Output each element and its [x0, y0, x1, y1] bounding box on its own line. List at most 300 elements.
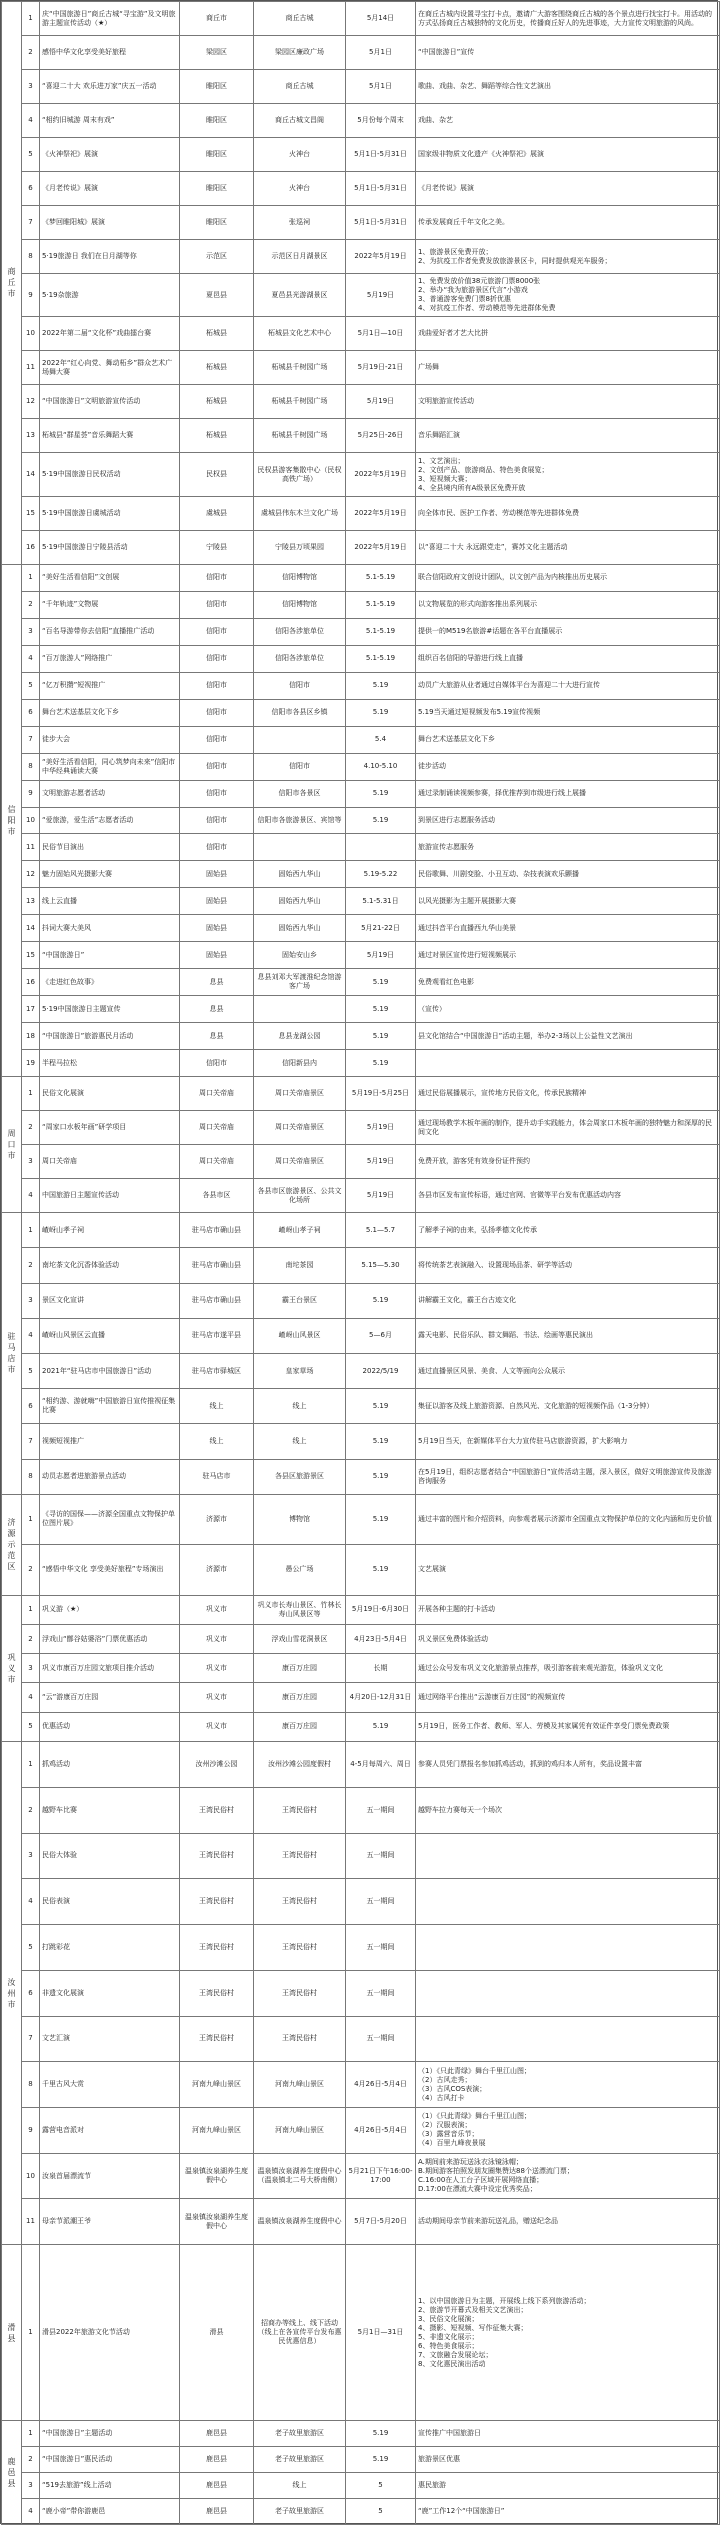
venue: 老子故里旅游区: [254, 2421, 346, 2447]
table-row: [2, 1248, 720, 1283]
city-cell: [2, 2421, 22, 2525]
activity-content: 露天电影、民俗乐队、群文舞蹈、书法、绘画等惠民演出: [416, 1318, 720, 1353]
row-number: 4: [22, 1683, 40, 1712]
table-row: [2, 591, 720, 618]
time: 5.19: [346, 1459, 416, 1494]
activity-name: “爱旅游，爱生活”志愿者活动: [40, 807, 180, 834]
activity-name: 5·19中国旅游日民权活动: [40, 453, 180, 496]
row-number: 1: [22, 1742, 40, 1788]
time: 5月14日: [346, 2, 416, 36]
host-unit: 柘城县: [180, 385, 254, 419]
host-unit: 睢阳区: [180, 172, 254, 206]
activity-content: 在商丘古城内设置寻宝打卡点，邀请广大游客围绕商丘古城的各个景点进行找宝打卡。用活动的方式弘扬商丘古城独特的文化历史，传播商丘好人的先进事迹，大力宣传文明旅游的风尚。: [416, 2, 720, 36]
venue: 老子故里旅游区: [254, 2498, 346, 2525]
host-unit: 睢阳区: [180, 70, 254, 104]
activity-content: 通过直播景区风景、美食、人文等面向公众展示: [416, 1353, 720, 1388]
host-unit: 汝州沙滩公园: [180, 1742, 254, 1788]
activity-name: 5·19旅游日 我们在日月湖等你: [40, 240, 180, 274]
table-row: [2, 1179, 720, 1213]
activity-name: 2022年“红心向党、舞动柘乡”群众艺术广场舞大赛: [40, 351, 180, 385]
row-number: 3: [22, 1145, 40, 1179]
city-name: 商丘市: [7, 267, 16, 299]
row-number: 1: [22, 2245, 40, 2421]
row-number: 5: [22, 1925, 40, 1971]
activity-name: 2021年“驻马店市中国旅游日”活动: [40, 1353, 180, 1388]
activity-name: “中国旅游日”主题活动: [40, 2421, 180, 2447]
venue: 信阳各涉旅单位: [254, 618, 346, 645]
host-unit: 信阳市: [180, 645, 254, 672]
table-row: [2, 1879, 720, 1925]
host-unit: 示范区: [180, 240, 254, 274]
time: 5.19: [346, 699, 416, 726]
row-number: 9: [22, 780, 40, 807]
host-unit: 信阳市: [180, 591, 254, 618]
activity-name: 景区文化宣讲: [40, 1283, 180, 1318]
table-row: [2, 104, 720, 138]
activity-name: 民俗表演: [40, 1879, 180, 1925]
time: 5.19: [346, 2421, 416, 2447]
activity-name: 露营电音派对: [40, 2107, 180, 2153]
activity-content: 旅游景区优惠: [416, 2446, 720, 2472]
activity-name: 《梦回睢阳城》展演: [40, 206, 180, 240]
activity-name: 民俗节目演出: [40, 834, 180, 861]
time: 5月1日—10日: [346, 317, 416, 351]
time: 5.19: [346, 1389, 416, 1424]
venue: 周口关帝庙景区: [254, 1111, 346, 1145]
table-row: [2, 996, 720, 1023]
activity-name: 南坨茶文化沉香体验活动: [40, 1248, 180, 1283]
activity-content: （1）《只此青绿》舞台千里江山图； （2）汉服表演； （3）露营音乐节； （4）百里九峰夜景展: [416, 2107, 720, 2153]
activity-content: 活动期间母亲节前来游玩送礼品，赠送纪念品: [416, 2199, 720, 2245]
row-number: 4: [22, 1179, 40, 1213]
time: 5.1-5.19: [346, 645, 416, 672]
row-number: 4: [22, 1879, 40, 1925]
venue: 商丘古城: [254, 2, 346, 36]
row-number: 7: [22, 1424, 40, 1459]
venue: 王湾民俗村: [254, 1925, 346, 1971]
row-number: 4: [22, 104, 40, 138]
table-row: [2, 496, 720, 530]
row-number: 6: [22, 1970, 40, 2016]
table-row: [2, 317, 720, 351]
time: 2022年5月19日: [346, 530, 416, 564]
activity-content: 国家级非物质文化遗产《火神祭祀》展演: [416, 138, 720, 172]
time: 5.1-5.31日: [346, 888, 416, 915]
venue: 柘城县文化艺术中心: [254, 317, 346, 351]
city-name: 济源示范区: [7, 1518, 16, 1572]
table-row: [2, 70, 720, 104]
activity-content: 集征以游客及线上旅游资源、自然风光、文化旅游的短视频作品（1-3分钟）: [416, 1389, 720, 1424]
time: 5月1日-5月31日: [346, 172, 416, 206]
row-number: 8: [22, 1459, 40, 1494]
host-unit: 梁园区: [180, 36, 254, 70]
row-number: 10: [22, 317, 40, 351]
time: 5月19日: [346, 385, 416, 419]
row-number: 15: [22, 496, 40, 530]
host-unit: 线上: [180, 1389, 254, 1424]
time: 2022/5/19: [346, 1353, 416, 1388]
activity-content: 通过抖音平台直播西九华山美景: [416, 915, 720, 942]
host-unit: 信阳市: [180, 780, 254, 807]
time: 2022年5月19日: [346, 453, 416, 496]
row-number: 2: [22, 1787, 40, 1833]
time: 五一期间: [346, 1925, 416, 1971]
row-number: 3: [22, 70, 40, 104]
host-unit: 周口关帝庙: [180, 1077, 254, 1111]
activity-name: 5·19中国旅游日宁陵县活动: [40, 530, 180, 564]
row-number: 1: [22, 1494, 40, 1544]
row-number: 11: [22, 351, 40, 385]
time: 5月19日: [346, 1179, 416, 1213]
time: 4-5月每周六、周日: [346, 1742, 416, 1788]
activity-name: 越野车比赛: [40, 1787, 180, 1833]
row-number: 17: [22, 996, 40, 1023]
activity-content: 提供一的M519名旅游#话题在各平台直播展示: [416, 618, 720, 645]
venue: 河南九峰山景区: [254, 2062, 346, 2108]
table-row: [2, 2498, 720, 2525]
venue: 王湾民俗村: [254, 2016, 346, 2062]
time: 5.19: [346, 1545, 416, 1595]
time: 五一期间: [346, 1787, 416, 1833]
activity-name: “亿万积攒”短视推广: [40, 672, 180, 699]
table-row: [2, 1595, 720, 1624]
venue: 康百万庄园: [254, 1712, 346, 1741]
row-number: 7: [22, 2016, 40, 2062]
time: 5.19: [346, 1494, 416, 1544]
venue: 固始安山乡: [254, 942, 346, 969]
activity-name: “相约游、游就嗨”中国旅游日宣传推视征集比赛: [40, 1389, 180, 1424]
venue: 信阳市各旅游景区、宾馆等: [254, 807, 346, 834]
venue: 线上: [254, 2472, 346, 2498]
activity-content: 通过公众号发布巩义文化旅游景点推荐，吸引游客前来观光游览，体验巩义文化: [416, 1654, 720, 1683]
row-number: 11: [22, 834, 40, 861]
time: 4.10-5.10: [346, 753, 416, 780]
table-row: [2, 726, 720, 753]
table-row: [2, 2153, 720, 2199]
venue: 周口关帝庙景区: [254, 1077, 346, 1111]
table-row: [2, 1925, 720, 1971]
venue: 愚公广场: [254, 1545, 346, 1595]
table-row: [2, 530, 720, 564]
row-number: 2: [22, 1248, 40, 1283]
table-row: [2, 1654, 720, 1683]
host-unit: 巩义市: [180, 1683, 254, 1712]
city-cell: [2, 2245, 22, 2421]
host-unit: 王湾民俗村: [180, 2016, 254, 2062]
activity-name: 中国旅游日主题宣传活动: [40, 1179, 180, 1213]
row-number: 12: [22, 385, 40, 419]
activity-content: 免费开放，游客凭有效身份证件预约: [416, 1145, 720, 1179]
table-row: [2, 274, 720, 317]
activity-name: 滑县2022年旅游文化节活动: [40, 2245, 180, 2421]
venue: 康百万庄园: [254, 1654, 346, 1683]
table-row: [2, 699, 720, 726]
activity-content: 县文化馆结合“中国旅游日”活动主题，举办2-3场以上公益性文艺演出: [416, 1023, 720, 1050]
time: 2022年5月19日: [346, 496, 416, 530]
time: 2022年5月19日: [346, 240, 416, 274]
venue: 息县刘邓大军渡淮纪念馆游客广场: [254, 969, 346, 996]
table-row: [2, 2199, 720, 2245]
row-number: 5: [22, 672, 40, 699]
venue: 张巡祠: [254, 206, 346, 240]
activity-name: 5·19中国旅游日主题宣传: [40, 996, 180, 1023]
venue: 河南九峰山景区: [254, 2107, 346, 2153]
activity-content: 1、文艺演出； 2、文创产品、旅游商品、特色美食展览； 3、短视频大赛； 4、全县境内所有A级景区免费开放: [416, 453, 720, 496]
venue: 巩义市长寿山景区、竹林长寿山风景区等: [254, 1595, 346, 1624]
activity-content: 以风光摄影为主题开展摄影大赛: [416, 888, 720, 915]
city-name: 滑县: [7, 2322, 16, 2343]
activity-name: “中国旅游日”惠民活动: [40, 2446, 180, 2472]
venue: 固始西九华山: [254, 888, 346, 915]
activity-name: 周口关帝庙: [40, 1145, 180, 1179]
time: 5.19: [346, 807, 416, 834]
host-unit: 王湾民俗村: [180, 1833, 254, 1879]
time: 5.1—5.7: [346, 1213, 416, 1248]
activity-content: 以“喜迎二十大 永远跟党走”，赛苏文化主题活动: [416, 530, 720, 564]
time: 5.19: [346, 2446, 416, 2472]
time: 5月份每个周末: [346, 104, 416, 138]
activity-table-body: [2, 2, 720, 2525]
venue: 线上: [254, 1424, 346, 1459]
time: 5月19日: [346, 274, 416, 317]
venue: 民权县游客集散中心（民权高铁广场）: [254, 453, 346, 496]
row-number: 1: [22, 2421, 40, 2447]
activity-name: 5·19杂旅游: [40, 274, 180, 317]
host-unit: 息县: [180, 969, 254, 996]
venue: 王湾民俗村: [254, 1879, 346, 1925]
city-cell: [2, 1213, 22, 1495]
venue: 虞城县伟东木兰文化广场: [254, 496, 346, 530]
activity-content: 1、以中国旅游日为主题，开展线上线下系列旅游活动； 2、旅游节开幕式及相关文艺演出； 3、民俗文化展演； 4、摄影、短视频、写作征集大赛； 5、非遗文化展示； 6、特色美食展示； 7、文旅融合发展论坛； 8、文化惠民演出活动: [416, 2245, 720, 2421]
host-unit: 驻马店市: [180, 1459, 254, 1494]
time: 5.19: [346, 969, 416, 996]
row-number: 5: [22, 1353, 40, 1388]
host-unit: 柘城县: [180, 419, 254, 453]
row-number: 2: [22, 1545, 40, 1595]
table-row: [2, 1283, 720, 1318]
activity-content: 通过网络平台推出“云游康百万庄园”的视频宣传: [416, 1683, 720, 1712]
activity-name: 打跳彩花: [40, 1925, 180, 1971]
table-row: [2, 1712, 720, 1741]
table-row: [2, 780, 720, 807]
row-number: 8: [22, 2062, 40, 2108]
table-row: [2, 172, 720, 206]
venue: 信阳市各景区: [254, 780, 346, 807]
city-cell: [2, 1494, 22, 1595]
venue: 宁陵县万顷果园: [254, 530, 346, 564]
time: 5.19: [346, 1424, 416, 1459]
activity-name: “519去旅游”线上活动: [40, 2472, 180, 2498]
table-row: [2, 2446, 720, 2472]
city-name: 巩义市: [7, 1652, 16, 1684]
activity-name: 线上云直播: [40, 888, 180, 915]
host-unit: 鹿邑县: [180, 2421, 254, 2447]
host-unit: 信阳市: [180, 807, 254, 834]
activity-name: “感悟中华文化 享受美好旅程”专场演出: [40, 1545, 180, 1595]
venue: 信阳博物馆: [254, 591, 346, 618]
host-unit: 河南九峰山景区: [180, 2062, 254, 2108]
host-unit: 驻马店市确山县: [180, 1213, 254, 1248]
activity-name: 汝泉首届漂流节: [40, 2153, 180, 2199]
activity-name: 浮戏山“鄫谷姑婆浴”门票优惠活动: [40, 1624, 180, 1653]
activity-name: 巩义市康百万庄园文旅项目推介活动: [40, 1654, 180, 1683]
activity-name: 魅力固始风光摄影大赛: [40, 861, 180, 888]
activity-name: “中国旅游日”: [40, 942, 180, 969]
activity-content: 5月19日，医务工作者、教师、军人、劳模及其家属凭有效证件享受门票免费政策: [416, 1712, 720, 1741]
row-number: 3: [22, 618, 40, 645]
row-number: 1: [22, 1595, 40, 1624]
time: 5月7日-5月20日: [346, 2199, 416, 2245]
activity-content: [416, 2016, 720, 2062]
time: 4月26日-5月4日: [346, 2107, 416, 2153]
table-row: [2, 36, 720, 70]
activity-name: 庆“中国旅游日”商丘古城“寻宝游”及文明旅游主题宣传活动（★）: [40, 2, 180, 36]
table-row: [2, 385, 720, 419]
venue: 南坨茶园: [254, 1248, 346, 1283]
time: 5.1-5.19: [346, 564, 416, 591]
host-unit: 固始县: [180, 861, 254, 888]
time: 5月19日: [346, 1111, 416, 1145]
table-row: [2, 1424, 720, 1459]
host-unit: 济源市: [180, 1494, 254, 1544]
table-row: [2, 1787, 720, 1833]
row-number: 7: [22, 206, 40, 240]
row-number: 2: [22, 1111, 40, 1145]
row-number: 13: [22, 419, 40, 453]
activity-content: 1、免费发放价值38元旅游门票8000张 2、举办“我为旅游景区代言”小游戏 3、普通游客免费门票8折优惠 4、对抗疫工作者、劳动模范等先进群体免费: [416, 274, 720, 317]
table-row: [2, 753, 720, 780]
table-row: [2, 1833, 720, 1879]
time: 5.19: [346, 1712, 416, 1741]
venue: 火神台: [254, 138, 346, 172]
row-number: 5: [22, 138, 40, 172]
table-row: [2, 1145, 720, 1179]
venue: 博物馆: [254, 1494, 346, 1544]
activity-content: 戏曲爱好者才艺大比拼: [416, 317, 720, 351]
activity-content: 广场舞: [416, 351, 720, 385]
venue: 信阳博物馆: [254, 564, 346, 591]
table-row: [2, 1683, 720, 1712]
table-row: [2, 861, 720, 888]
activity-name: 《走进红色故事》: [40, 969, 180, 996]
host-unit: 商丘市: [180, 2, 254, 36]
activity-name: “千年轨迹”文物展: [40, 591, 180, 618]
row-number: 1: [22, 1077, 40, 1111]
table-row: [2, 453, 720, 496]
table-row: [2, 1624, 720, 1653]
host-unit: 息县: [180, 1023, 254, 1050]
activity-content: 讲解霸王文化，霸王台古迹文化: [416, 1283, 720, 1318]
venue: 信阳各涉旅单位: [254, 645, 346, 672]
host-unit: 睢阳区: [180, 138, 254, 172]
activity-content: 徒步活动: [416, 753, 720, 780]
venue: 信阳市各县区乡镇: [254, 699, 346, 726]
time: 5—6月: [346, 1318, 416, 1353]
host-unit: 济源市: [180, 1545, 254, 1595]
table-row: [2, 1970, 720, 2016]
activity-name: 5·19中国旅游日虞城活动: [40, 496, 180, 530]
time: 5月1日—31日: [346, 2245, 416, 2421]
activity-name: “百名导游带你去信阳”直播推广活动: [40, 618, 180, 645]
table-row: [2, 942, 720, 969]
activity-content: 传承发展商丘千年文化之美。: [416, 206, 720, 240]
activity-name: “周家口水板年画”研学项目: [40, 1111, 180, 1145]
venue: [254, 834, 346, 861]
host-unit: 线上: [180, 1424, 254, 1459]
city-name: 驻马店市: [7, 1332, 16, 1375]
host-unit: 固始县: [180, 942, 254, 969]
venue: [254, 996, 346, 1023]
table-row: [2, 1050, 720, 1077]
row-number: 8: [22, 240, 40, 274]
activity-name: “中国旅游日”旅游惠民月活动: [40, 1023, 180, 1050]
host-unit: 固始县: [180, 915, 254, 942]
city-cell: [2, 2, 22, 565]
time: 5: [346, 2498, 416, 2525]
table-row: [2, 1077, 720, 1111]
table-row: [2, 1742, 720, 1788]
city-cell: [2, 1742, 22, 2245]
host-unit: 信阳市: [180, 672, 254, 699]
activity-content: 5月19日当天，在新媒体平台大力宣传驻马店旅游资源，扩大影响力: [416, 1424, 720, 1459]
activity-content: 民俗歌舞、川剧变脸、小丑互动、杂技表演欢乐颤播: [416, 861, 720, 888]
activity-content: 联合信阳政府文创设计团队，以文创产品为内核推出历史展示: [416, 564, 720, 591]
host-unit: 周口关帝庙: [180, 1111, 254, 1145]
venue: 柘城县千树园广场: [254, 419, 346, 453]
activity-name: “云”游康百万庄园: [40, 1683, 180, 1712]
row-number: 2: [22, 591, 40, 618]
activity-name: 《寻访的国保——济源全国重点文物保护单位图片展》: [40, 1494, 180, 1544]
venue: 嵖岈山风景区: [254, 1318, 346, 1353]
city-cell: [2, 1595, 22, 1742]
time: 5.15—5.30: [346, 1248, 416, 1283]
row-number: 1: [22, 564, 40, 591]
host-unit: 驻马店市确山县: [180, 1248, 254, 1283]
activity-name: 2022年第二届“文化杯”戏曲擂台赛: [40, 317, 180, 351]
host-unit: 各县市区: [180, 1179, 254, 1213]
row-number: 5: [22, 1712, 40, 1741]
table-row: [2, 419, 720, 453]
venue: 招商办等线上、线下活动（线上在各宣传平台发布惠民优惠信息）: [254, 2245, 346, 2421]
activity-content: 向全体市民、医护工作者、劳动模范等先进群体免费: [416, 496, 720, 530]
venue: 汝州沙滩公园度假村: [254, 1742, 346, 1788]
activity-content: 巩义景区免费体验活动: [416, 1624, 720, 1653]
table-row: [2, 1111, 720, 1145]
time: 5.4: [346, 726, 416, 753]
table-row: [2, 915, 720, 942]
table-row: [2, 2062, 720, 2108]
activity-name: 母亲节派潮王爷: [40, 2199, 180, 2245]
activity-name: 文明旅游志愿者活动: [40, 780, 180, 807]
time: 5.19: [346, 672, 416, 699]
activity-content: 开展各种主题的打卡活动: [416, 1595, 720, 1624]
row-number: 15: [22, 942, 40, 969]
city-cell: [2, 564, 22, 1076]
venue: [254, 726, 346, 753]
activity-name: 民俗文化展演: [40, 1077, 180, 1111]
host-unit: 驻马店市驿城区: [180, 1353, 254, 1388]
row-number: 6: [22, 172, 40, 206]
host-unit: 周口关帝庙: [180, 1145, 254, 1179]
activity-name: “中国旅游日”文明旅游宣传活动: [40, 385, 180, 419]
row-number: 3: [22, 2472, 40, 2498]
activity-content: 到景区进行志愿服务活动: [416, 807, 720, 834]
table-row: [2, 1023, 720, 1050]
time: 长期: [346, 1654, 416, 1683]
table-row: [2, 206, 720, 240]
activity-name: 巩义游（★）: [40, 1595, 180, 1624]
activity-content: 通过现场教学木板年画的制作，提升动手实践能力，体会周家口木板年画的独特魅力和深厚的民间文化: [416, 1111, 720, 1145]
